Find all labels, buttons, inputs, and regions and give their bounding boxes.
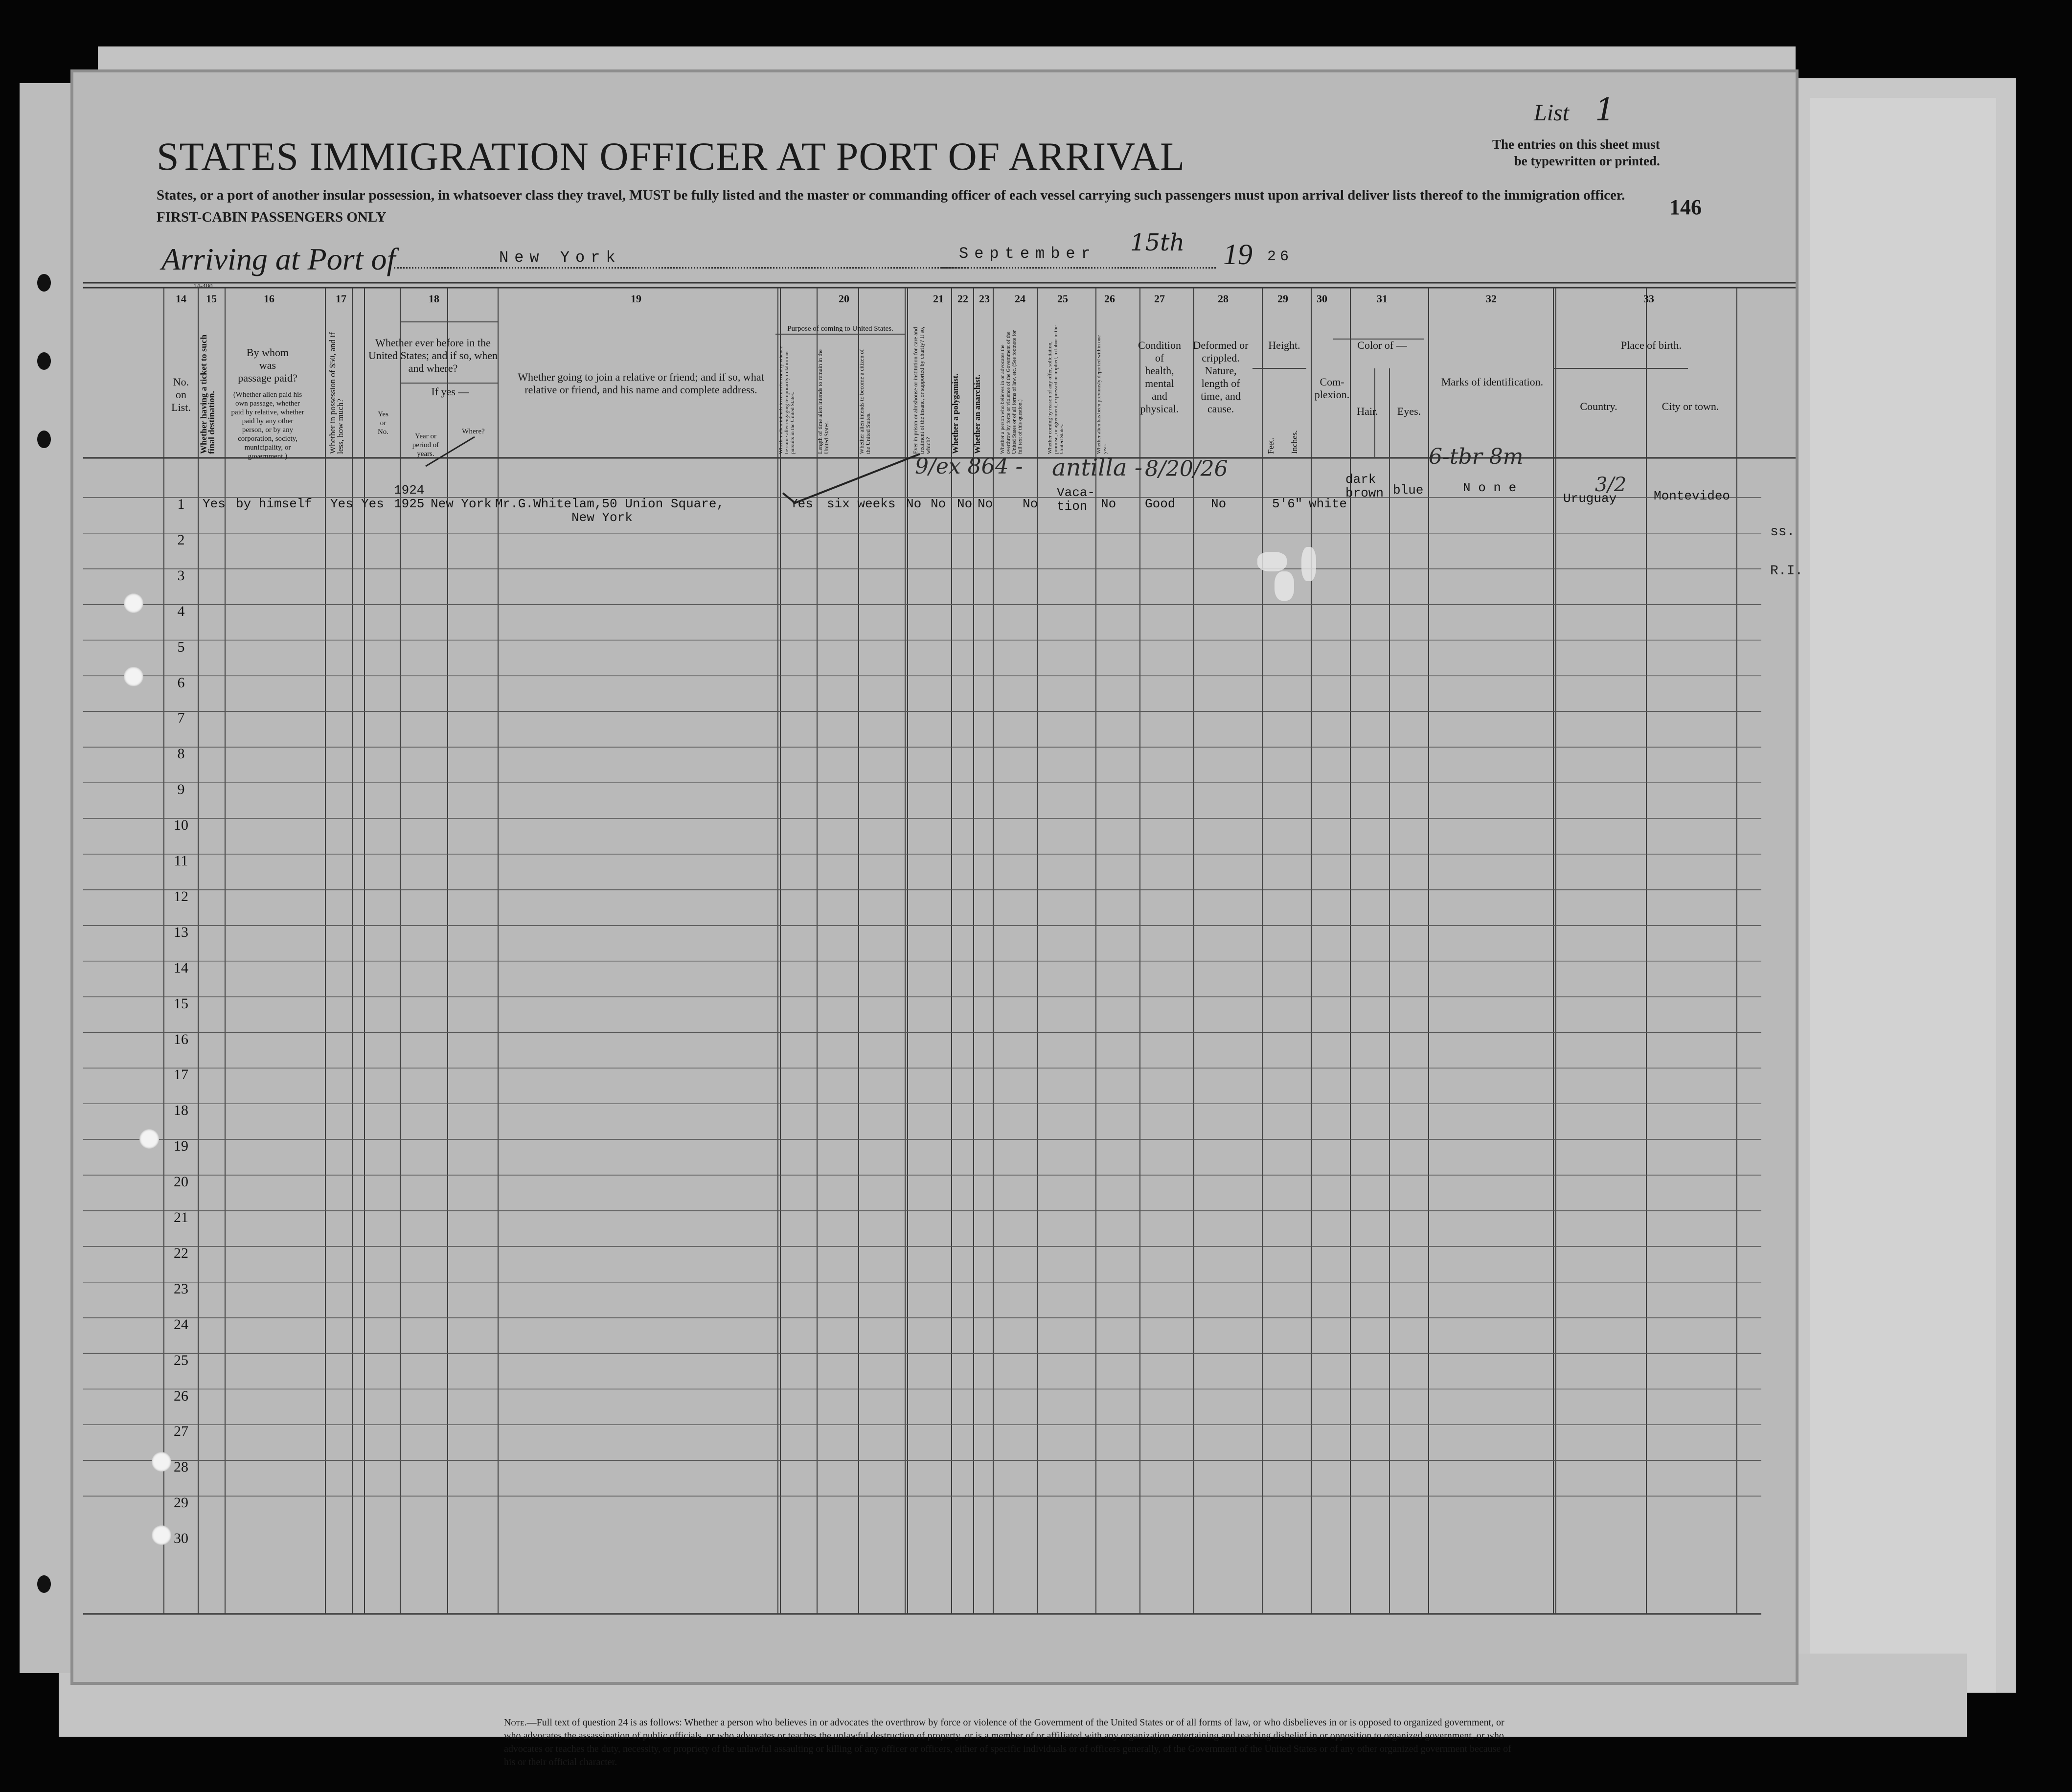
col-head-anarchist: Whether an anarchist.	[973, 374, 982, 454]
row-number: 7	[177, 710, 185, 726]
col-head-complexion: Com- plexion.	[1314, 376, 1350, 401]
col-head-polygamist: Whether a polygamist.	[951, 373, 960, 454]
cell-where: New York	[431, 497, 492, 511]
row-number: 6	[177, 674, 185, 691]
col-num-28: 28	[1218, 293, 1229, 305]
col-num-24: 24	[1015, 293, 1025, 305]
col-head-feet: Feet.	[1266, 437, 1275, 454]
col-head-where: Where?	[462, 428, 485, 435]
col-num-30: 30	[1317, 293, 1327, 305]
binder-tab	[37, 352, 51, 370]
col-head-year: Year or period of years.	[412, 432, 439, 458]
day-value: 15th	[1130, 229, 1185, 256]
binder-tab	[37, 1575, 51, 1593]
col-head-color: Color of —	[1357, 339, 1407, 351]
cell-country: Uruguay	[1563, 491, 1617, 506]
col-num-32: 32	[1486, 293, 1497, 305]
col-head-deported: Whether alien has been previously deported within one year.	[1096, 335, 1108, 454]
row-number: 27	[174, 1423, 188, 1440]
paper-stain	[1257, 552, 1287, 571]
year-suffix: 26	[1267, 249, 1293, 265]
cell-anarchist: No	[978, 497, 993, 511]
col-num-16: 16	[264, 293, 274, 305]
col-num-27: 27	[1154, 293, 1165, 305]
cell-eyes: blue	[1393, 483, 1424, 498]
row-number: 17	[174, 1066, 188, 1083]
cell-city: Montevideo	[1654, 489, 1730, 503]
col-head-yes-no: Yes or No.	[377, 410, 389, 436]
row-number: 23	[174, 1280, 188, 1297]
col-head-joining: Whether going to join a relative or friend; and if so, what relative or friend, and his name and complete address.	[518, 371, 764, 396]
col-head-length: Length of time alien intends to remain in the United States.	[817, 349, 830, 454]
form-stamp: 14-480	[193, 283, 213, 290]
list-number: 1	[1595, 92, 1615, 128]
cell-complexion: white	[1309, 497, 1347, 511]
cell-ticket: Yes	[203, 497, 226, 511]
col-head-passage: By whom was passage paid?	[238, 346, 297, 384]
row-number: 12	[174, 888, 188, 905]
handwritten-note: 8/20/26	[1145, 456, 1228, 481]
col-head-hair: Hair.	[1357, 405, 1378, 417]
row-number: 20	[174, 1174, 188, 1190]
row-number: 9	[177, 781, 185, 798]
binder-tab	[37, 274, 51, 292]
row-number: 10	[174, 817, 188, 834]
cell-deformed: No	[1211, 497, 1227, 511]
cell-polygamist: No	[957, 497, 973, 511]
row-number: 11	[174, 853, 188, 869]
punch-hole	[124, 667, 143, 686]
col-num-19: 19	[631, 293, 641, 305]
first-cabin-label: FIRST-CABIN PASSENGERS ONLY	[157, 209, 387, 225]
col-num-18: 18	[429, 293, 439, 305]
col-num-15: 15	[206, 293, 217, 305]
rule-text: States, or a port of another insular possession, in whatsoever class they travel, MUST be fully listed and the master or commanding officer of each vessel carrying such passengers must upon arrival deliver lists thereof to the immigration officer.	[157, 187, 1625, 203]
cell-height: 5'6"	[1272, 497, 1303, 511]
col-head-purpose-return: Whether alien intends to return to country whence he came after engaging temporarily in laborious pursuits in the United States.	[778, 346, 796, 454]
paper-stain	[1301, 547, 1316, 581]
col-head-prison: Ever in prison or almshouse or institution for care and treatment of the insane, or supported by charity? If so, which?	[912, 326, 932, 454]
col-head-eyes: Eyes.	[1397, 405, 1421, 417]
row-number: 15	[174, 995, 188, 1012]
row-number: 16	[174, 1031, 188, 1047]
handwritten-note: antilla -	[1052, 454, 1142, 481]
punch-hole	[152, 1452, 171, 1472]
row-number: 30	[174, 1530, 188, 1547]
col-head-purpose: Purpose of coming to United States.	[787, 325, 893, 333]
col-head-passage-sub: (Whether alien paid his own passage, whether paid by relative, whether paid by any other person, or by any corporation, society, municipality, or government.)	[231, 391, 304, 460]
cell-prison: No	[931, 497, 946, 511]
col-head-inches: Inches.	[1290, 430, 1299, 454]
checkmark-icon	[773, 449, 930, 508]
col-head-ticket: Whether having a ticket to such final destination.	[199, 334, 216, 454]
row-number: 26	[174, 1387, 188, 1404]
col-head-fifty: Whether in possession of $50, and if less, how much?	[328, 332, 345, 454]
col-head-birth: Place of birth.	[1620, 339, 1682, 351]
row-number: 24	[174, 1316, 188, 1333]
cell-hair: dark brown	[1345, 472, 1384, 500]
entries-note: The entries on this sheet must be typewritten or printed.	[1492, 137, 1660, 168]
cell-citizen: No	[906, 497, 922, 511]
col-num-29: 29	[1277, 293, 1288, 305]
col-head-before: Whether ever before in the United States; and if so, when and where?	[368, 337, 498, 374]
arriving-label: Arriving at Port of	[161, 242, 396, 276]
col-head-no-on-list: No. on List.	[171, 376, 191, 413]
cell-before: Yes	[361, 497, 384, 511]
row-number: 22	[174, 1245, 188, 1261]
col-num-21: 21	[933, 293, 944, 305]
row-number: 2	[177, 531, 185, 548]
punch-hole	[139, 1129, 159, 1149]
sheet-number: 146	[1669, 195, 1702, 219]
manifest-sheet	[73, 72, 1796, 1768]
row-number: 25	[174, 1352, 188, 1368]
table-grid	[73, 72, 1796, 1682]
list-label: List	[1534, 100, 1570, 126]
col-num-20: 20	[839, 293, 849, 305]
handwritten-note: 9/ex 864 -	[915, 454, 1023, 479]
cell-years: 1924 1925	[394, 483, 425, 511]
margin-text: ss.	[1770, 524, 1795, 540]
port-value: New York	[499, 249, 621, 267]
cell-fifty: Yes	[330, 497, 353, 511]
cell-length: six weeks	[827, 497, 896, 511]
punch-hole	[152, 1525, 171, 1545]
col-num-22: 22	[957, 293, 968, 305]
cell-return: Yes	[790, 497, 813, 511]
col-head-overthrow: Whether a person who believes in or advocates the overthrow by force or violence of the Government of the United States or of all forms of law, etc. (See footnote for full text of this question.)	[1000, 330, 1023, 454]
handwritten-note: 6-tbr 8m	[1429, 444, 1524, 469]
row-number: 19	[174, 1138, 188, 1155]
col-num-17: 17	[336, 293, 346, 305]
row-number: 29	[174, 1495, 188, 1511]
col-num-26: 26	[1104, 293, 1115, 305]
row-number: 4	[177, 603, 185, 619]
row-number: 13	[174, 924, 188, 940]
margin-text: R.I.	[1770, 564, 1803, 579]
row-number: 5	[177, 638, 185, 655]
col-head-if-yes: If yes —	[431, 386, 469, 398]
col-num-23: 23	[979, 293, 990, 305]
footnote-label: Note.	[504, 1717, 527, 1728]
col-head-country: Country.	[1580, 400, 1617, 412]
row-number: 3	[177, 567, 185, 584]
cell-joining: Mr.G.Whitelam,50 Union Square, New York	[495, 497, 725, 525]
year-prefix: 19	[1223, 238, 1252, 271]
page-title: STATES IMMIGRATION OFFICER AT PORT OF ARRIVAL	[157, 134, 1185, 179]
cell-overthrow: No	[1023, 497, 1038, 511]
footnote-text: —Full text of question 24 is as follows: Whether a person who believes in or advocates the overthrow by force or violence of the Government of the United States or of all forms of law, or who disbelieves in or is opposed to organized government, or who advocates the assassination of public officials, or who advocates or teaches the unlawful destruction of property, or is a member of or affiliated with any organization entertaining and teaching disbelief in or opposition to organized government, or who advocates or teaches the duty, necessity, or propriety of the unlawful assaulting or killing of any officer or officers, either of specific individuals or of officers generally, of the Government of the United States or of any other organized government because of his or their official character.	[504, 1717, 1511, 1768]
cell-passage-paid: by himself	[236, 497, 313, 511]
row-number: 18	[174, 1102, 188, 1119]
row-number: 8	[177, 746, 185, 762]
paper-stain	[1275, 571, 1294, 601]
col-num-33: 33	[1643, 293, 1654, 305]
cell-offer: Vaca- tion	[1057, 485, 1095, 514]
col-head-city: City or town.	[1662, 400, 1719, 412]
row-number: 21	[174, 1209, 188, 1225]
col-num-25: 25	[1057, 293, 1068, 305]
binder-tab	[37, 431, 51, 448]
back-page-mid	[1810, 98, 1996, 1693]
cell-deported: No	[1101, 497, 1116, 511]
footnote	[504, 1716, 1522, 1769]
col-head-deformed: Deformed or crippled. Nature, length of time, and cause.	[1193, 339, 1249, 415]
handwritten-note: 3/2	[1595, 474, 1627, 496]
row-number: 14	[174, 959, 188, 976]
punch-hole	[124, 593, 143, 613]
cell-health: Good	[1145, 497, 1176, 511]
col-head-marks: Marks of identification.	[1441, 376, 1544, 388]
cell-marks: N o n e	[1463, 480, 1517, 495]
slash-mark-icon	[423, 434, 477, 469]
row-number: 1	[177, 496, 185, 512]
row-number: 28	[174, 1459, 188, 1475]
col-num-31: 31	[1377, 293, 1388, 305]
col-head-health: Condition of health, mental and physical.	[1138, 339, 1181, 415]
col-num-14: 14	[176, 293, 186, 305]
month-value: September	[959, 245, 1096, 263]
col-head-citizen: Whether alien intends to become a citizen of the United States.	[858, 349, 871, 454]
col-head-height: Height.	[1268, 339, 1300, 351]
col-head-offer: Whether coming by reason of any offer, solicitation, promise, or agreement, expressed or implied, to labor in the United States.	[1047, 325, 1065, 454]
